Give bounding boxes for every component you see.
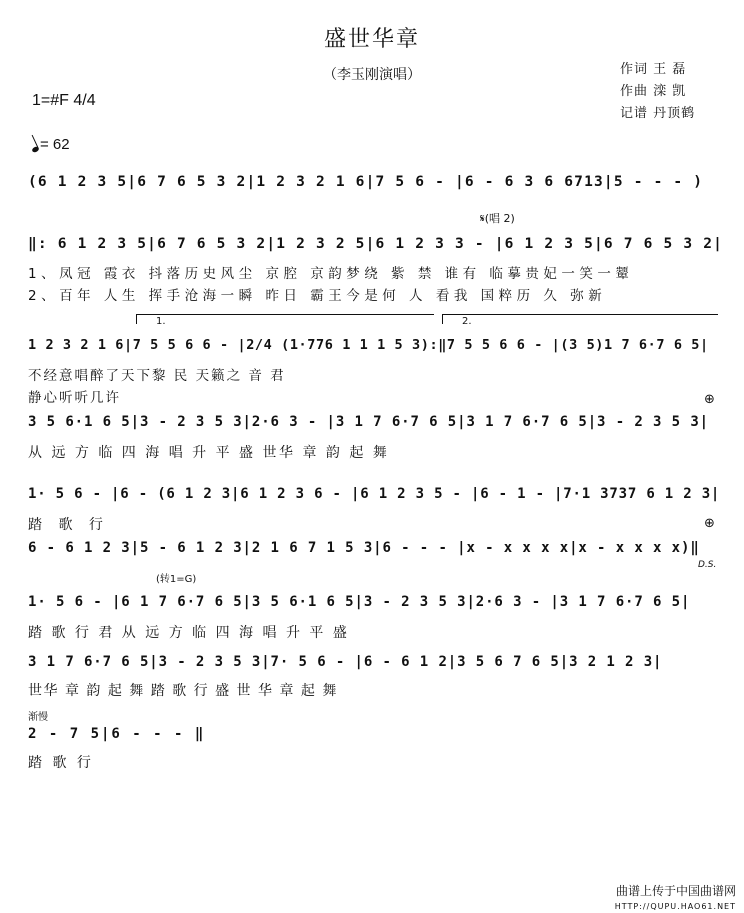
lyric-verse-2: 2、百年 人生 挥手沧海一瞬 昨日 霸王今是何 人 看我 国粹历 久 弥新: [28, 288, 607, 304]
score-line-5: 1· 5 6 - |6 - (6 1 2 3|6 1 2 3 6 - |6 1 2 3 5 - |6 - 1 - |7·1 3737 6 1 2 3|: [28, 486, 721, 502]
volta-2-bracket: [442, 314, 718, 315]
score-line-3: 1 2 3 2 1 6|7 5 5 6 6 - |2/4 (1·776 1 1 1 5 3):‖7 5 5 6 6 - |(3 5)1 7 6·7 6 5|: [28, 337, 709, 353]
lyric-verse-1: 1、凤冠 霞衣 抖落历史风尘 京腔 京韵梦绕 紫 禁 谁有 临摹贵妃一笑一颦: [28, 266, 634, 282]
volta-2-label: 2.: [462, 316, 472, 327]
key-change-mark: (转1=G): [156, 574, 197, 585]
dal-segno-mark: D.S.: [698, 560, 717, 570]
lyric-line-3a: 不经意唱醉了天下黎 民 天籁之 音 君: [28, 368, 286, 384]
score-line-9: 2 - 7 5|6 - - - ‖: [28, 726, 206, 742]
lyric-line-8: 世华 章 韵 起 舞 踏 歌 行 盛 世 华 章 起 舞: [28, 683, 338, 699]
score-line-4: 3 5 6·1 6 5|3 - 2 3 5 3|2·6 3 - |3 1 7 6·7 6 5|3 1 7 6·7 6 5|3 - 2 3 5 3|: [28, 414, 709, 430]
score-line-2: ‖: 6 1 2 3 5|6 7 6 5 3 2|1 2 3 2 5|6 1 2 3 3 - |6 1 2 3 5|6 7 6 5 3 2|: [28, 236, 724, 252]
singer-credit: （李玉刚演唱）: [323, 67, 421, 83]
key-signature: 1=#F 4/4: [32, 92, 96, 109]
footer-credit: 曲谱上传于中国曲谱网: [615, 884, 736, 898]
volta-1-label: 1.: [156, 316, 166, 327]
lyric-line-4: 从 远 方 临 四 海 唱 升 平 盛 世华 章 韵 起 舞: [28, 445, 390, 461]
coda-icon: ⊕: [704, 392, 715, 407]
score-line-8: 3 1 7 6·7 6 5|3 - 2 3 5 3|7· 5 6 - |6 - 6 1 2|3 5 6 7 6 5|3 2 1 2 3|: [28, 654, 663, 670]
volta-2-hook: [442, 314, 443, 324]
score-line-7: 1· 5 6 - |6 1 7 6·7 6 5|3 5 6·1 6 5|3 - 2 3 5 3|2·6 3 - |3 1 7 6·7 6 5|: [28, 594, 691, 610]
lyric-line-9: 踏 歌 行: [28, 755, 94, 771]
lyricist-credit: 作词 王 磊: [620, 62, 687, 77]
tempo-value: = 62: [40, 136, 70, 153]
score-line-6: 6 - 6 1 2 3|5 - 6 1 2 3|2 1 6 7 1 5 3|6 - - - |x - x x x x|x - x x x x)‖: [28, 540, 700, 556]
footer-url: HTTP://QUPU.HAO61.NET: [614, 902, 736, 911]
volta-1-hook: [136, 314, 137, 324]
coda-icon: ⊕: [704, 516, 715, 531]
quarter-note-icon: [31, 146, 39, 153]
transcriber-credit: 记谱 丹顶鹤: [620, 106, 696, 121]
volta-1-bracket: [136, 314, 434, 315]
composer-credit: 作曲 滦 凯: [620, 84, 687, 99]
lyric-line-3b: 静心听听几许: [28, 390, 121, 406]
tempo-direction: 渐慢: [28, 712, 48, 723]
score-line-1: (6 1 2 3 5|6 7 6 5 3 2|1 2 3 2 1 6|7 5 6 - |6 - 6 3 6 6713|5 - - - ): [28, 174, 704, 190]
lyric-line-7: 踏 歌 行 君 从 远 方 临 四 海 唱 升 平 盛: [28, 625, 350, 641]
tempo-marking: [32, 136, 70, 153]
lyric-line-5: 踏 歌 行: [28, 517, 109, 533]
segno-mark: 𝄋(唱 2): [480, 212, 515, 225]
song-title: 盛世华章: [323, 27, 420, 52]
